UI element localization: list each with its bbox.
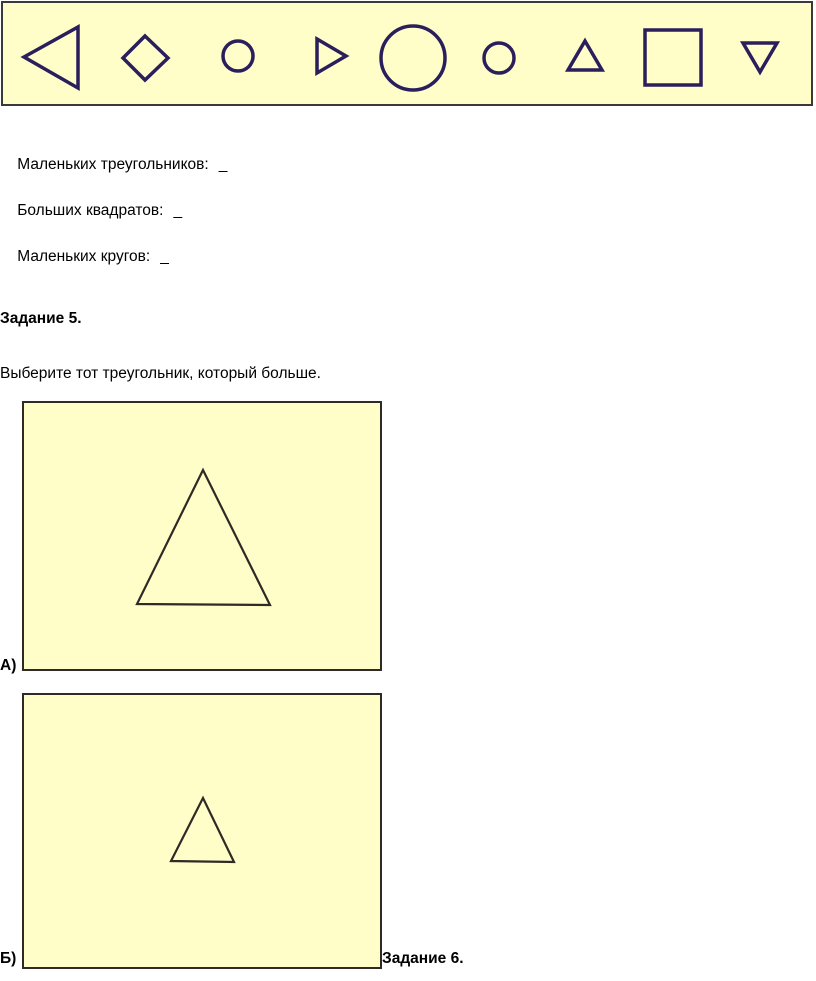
strip-circle-large — [381, 26, 445, 90]
answer-blank-small-triangles[interactable]: _ — [218, 156, 228, 173]
strip-up-triangle-small — [568, 41, 602, 70]
task5-heading: Задание 5. — [0, 310, 82, 327]
option-a-panel[interactable] — [22, 401, 382, 671]
strip-down-triangle-small — [743, 43, 777, 72]
question-small-circles — [0, 230, 169, 284]
option-b-panel[interactable] — [22, 693, 382, 969]
option-a-drawing — [24, 403, 380, 669]
option-b-label[interactable]: Б) — [0, 950, 17, 967]
answer-blank-large-squares[interactable]: _ — [173, 202, 183, 219]
question-small-circles-label: Маленьких кругов: — [17, 248, 151, 265]
question-large-squares-label: Больших квадратов: — [17, 202, 164, 219]
option-b-drawing — [24, 695, 380, 967]
strip-diamond — [123, 36, 168, 80]
option-a-label[interactable]: А) — [0, 657, 17, 674]
strip-right-triangle-small — [317, 39, 346, 73]
strip-square-large — [645, 30, 701, 85]
answer-blank-small-circles[interactable]: _ — [160, 248, 169, 265]
option-a-triangle-large — [137, 470, 270, 605]
strip-left-triangle-large — [24, 27, 78, 88]
task6-heading: Задание 6. — [382, 950, 464, 967]
strip-circle-small-1 — [223, 41, 253, 71]
question-small-triangles-label: Маленьких треугольников: — [17, 156, 209, 173]
option-b-triangle-small — [171, 798, 234, 862]
shape-strip — [1, 1, 813, 106]
task5-prompt: Выберите тот треугольник, который больше. — [0, 365, 321, 382]
shape-strip-drawing — [3, 3, 815, 108]
strip-circle-small-2 — [484, 43, 514, 73]
